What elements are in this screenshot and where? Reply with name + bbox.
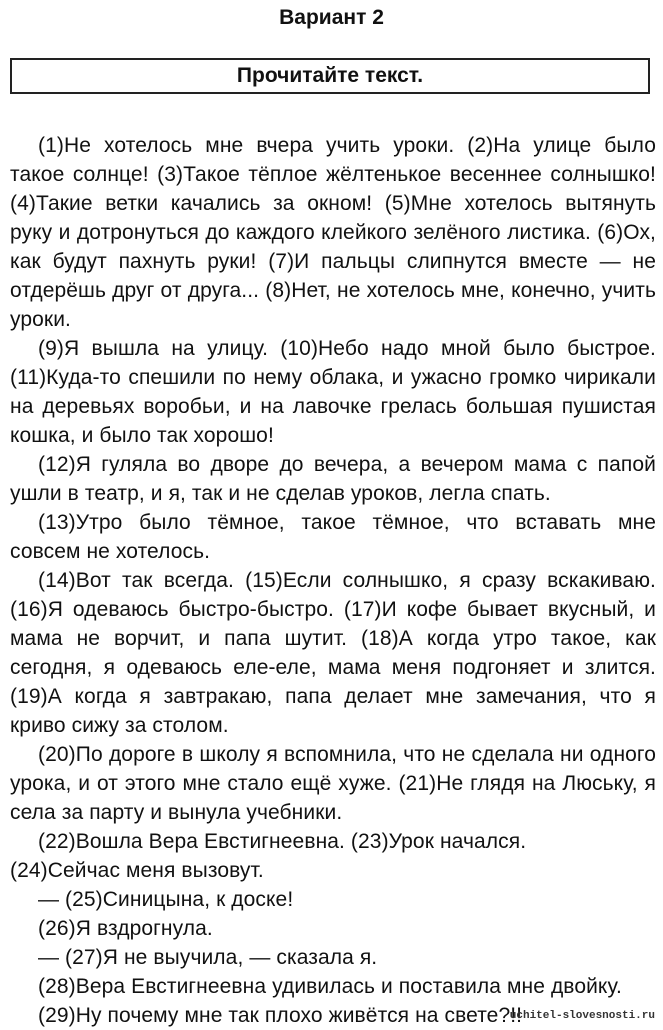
paragraph-6: (20)По дороге в школу я вспомнила, что не сделала ни одного урока, и от этого мне стало ещё хуже. (21)Не глядя на Люську, я села за парту и вынула учебники. <box>10 743 656 824</box>
instruction-box <box>10 58 650 94</box>
paragraph-1: (1)Не хотелось мне вчера учить уроки. (2)На улице было такое солнце! (3)Такое тёплое жёлтенькое весеннее солнышко! (4)Такие ветки качались за окном! (5)Мне хотелось вытянуть руку и дотронуться до каждого клейкого зелёного листика. (6)Ох, как будут пахнуть руки! (7)И пальцы слипнутся вместе — не отдерёшь друг от друга... (8)Нет, не хотелось мне, конечно, учить уроки. <box>10 134 656 331</box>
paragraph-2: (9)Я вышла на улицу. (10)Небо надо мной было быстрое. (11)Куда-то спешили по нему облака, и ужасно громко чирикали на деревьях воробьи, и на лавочке грелась большая пушистая кошка, и было так хорошо! <box>10 337 656 447</box>
paragraph-10: (26)Я вздрогнула. <box>38 917 213 940</box>
instruction-text: Прочитайте текст. <box>236 64 424 87</box>
watermark: uchitel-slovesnosti.ru <box>509 1010 655 1022</box>
paragraph-4: (13)Утро было тёмное, такое тёмное, что вставать мне совсем не хотелось. <box>10 511 656 563</box>
paragraph-12: (28)Вера Евстигнеевна удивилась и поставила мне двойку. <box>38 975 622 998</box>
paragraph-3: (12)Я гуляла во дворе до вечера, а вечером мама с папой ушли в театр, и я, так и не сделав уроков, легла спать. <box>10 453 656 505</box>
paragraph-13: (29)Ну почему мне так плохо живётся на свете?!! <box>38 1004 523 1027</box>
paragraph-8: (24)Сейчас меня вызовут. <box>10 859 264 882</box>
paragraph-7: (22)Вошла Вера Евстигнеевна. (23)Урок начался. <box>38 830 527 853</box>
variant-title: Вариант 2 <box>279 6 384 29</box>
paragraph-9: — (25)Синицына, к доске! <box>38 888 294 911</box>
paragraph-5: (14)Вот так всегда. (15)Если солнышко, я сразу вскакиваю. (16)Я одеваюсь быстро-быстро. (17)И кофе бывает вкусный, и мама не ворчит, и папа шутит. (18)А когда утро такое, как сегодня, я одеваюсь еле-еле, мама меня подгоняет и злится. (19)А когда я завтракаю, папа делает мне замечания, что я криво сижу за столом. <box>10 569 656 737</box>
reading-text <box>10 131 656 1030</box>
paragraph-11: — (27)Я не выучила, — сказала я. <box>38 946 378 969</box>
